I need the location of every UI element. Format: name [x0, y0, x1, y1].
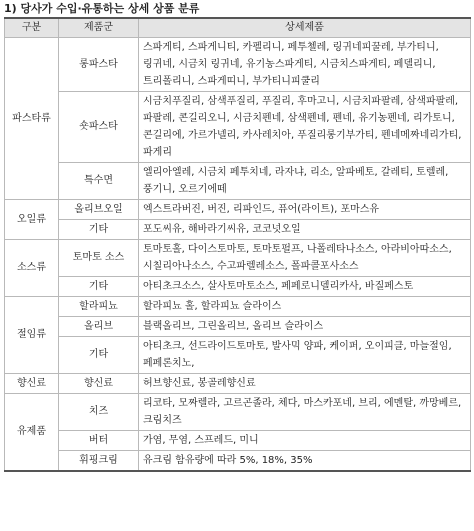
table-row: [5, 450, 471, 471]
header-detail-products: 상세제품: [139, 18, 471, 37]
table-row: [5, 336, 471, 373]
detail-products-cell: 블랙올리브, 그린올리브, 올리브 슬라이스: [139, 316, 471, 336]
category-cell: 소스류: [5, 239, 59, 296]
table-row: [5, 239, 471, 276]
table-row: [5, 373, 471, 393]
table-row: [5, 316, 471, 336]
product-group-cell: 치즈: [59, 393, 139, 430]
product-group-cell: 기타: [59, 336, 139, 373]
table-row: [5, 199, 471, 219]
table-row: [5, 430, 471, 450]
table-row: [5, 393, 471, 430]
product-group-cell: 기타: [59, 219, 139, 239]
product-group-cell: 숏파스타: [59, 91, 139, 162]
detail-products-cell: 아티초크소스, 살사토마토소스, 페페로니델리카사, 바질페스토: [139, 276, 471, 296]
detail-products-cell: 스파게티, 스파게니티, 카펠리니, 페투첼레, 링귀네피꿀레, 부가티니, 링귀네, 시금치 링귀네, 유기농스파게티, 시금치스파게티, 페델리니, 트리폴리니, 스파게띠니, 부가티니피쿨리: [139, 37, 471, 91]
product-group-cell: 특수면: [59, 162, 139, 199]
product-group-cell: 휘핑크림: [59, 450, 139, 471]
detail-products-cell: 엑스트라버진, 버진, 리파인드, 퓨어(라이트), 포마스유: [139, 199, 471, 219]
header-product-group: 제품군: [59, 18, 139, 37]
detail-products-cell: 토마토홀, 다이스토마토, 토마토펄프, 나폴레타나소스, 아라비아따소스, 시칠리아나소스, 수고파렐레소스, 폴파콜포사소스: [139, 239, 471, 276]
table-row: [5, 162, 471, 199]
table-row: [5, 37, 471, 91]
detail-products-cell: 할라피뇨 홀, 할라피뇨 슬라이스: [139, 296, 471, 316]
table-body: [5, 37, 471, 471]
product-group-cell: 올리브오일: [59, 199, 139, 219]
detail-products-cell: 유크림 함유량에 따라 5%, 18%, 35%: [139, 450, 471, 471]
category-cell: 절임류: [5, 296, 59, 373]
detail-products-cell: 리코타, 모짜렐라, 고르곤졸라, 체다, 마스카포네, 브리, 에멘탈, 까망베르, 크림치즈: [139, 393, 471, 430]
detail-products-cell: 아티초크, 선드라이드토마토, 발사믹 양파, 케이퍼, 오이피클, 마늘절임, 페페론치노,: [139, 336, 471, 373]
table-row: [5, 91, 471, 162]
product-group-cell: 올리브: [59, 316, 139, 336]
product-group-cell: 기타: [59, 276, 139, 296]
detail-products-cell: 시금치푸질리, 삼색푸질리, 푸질리, 후마고니, 시금치파팔레, 삼색파팔레, 파팔레, 콘길리오니, 시금치펜네, 삼색펜네, 펜네, 유기농펜네, 리가토니, 콘길리에, 가르가넬리, 카사레치아, 푸질리롱기부가티, 펜네메짜네리가티, 파게리: [139, 91, 471, 162]
category-cell: 유제품: [5, 393, 59, 471]
header-category: 구분: [5, 18, 59, 37]
table-row: [5, 296, 471, 316]
detail-products-cell: 포도씨유, 해바라기씨유, 코코넛오일: [139, 219, 471, 239]
category-cell: 향신료: [5, 373, 59, 393]
product-group-cell: 향신료: [59, 373, 139, 393]
detail-products-cell: 허브향신료, 봉골레향신료: [139, 373, 471, 393]
product-classification-table: [4, 17, 471, 472]
category-cell: 파스타류: [5, 37, 59, 199]
table-row: [5, 219, 471, 239]
table-row: [5, 276, 471, 296]
product-group-cell: 할라피뇨: [59, 296, 139, 316]
product-group-cell: 롱파스타: [59, 37, 139, 91]
document-title: 1) 당사가 수입·유통하는 상세 상품 분류: [4, 2, 200, 15]
product-group-cell: 버터: [59, 430, 139, 450]
table-header-row: [5, 18, 471, 37]
category-cell: 오일류: [5, 199, 59, 239]
detail-products-cell: 엘리아엘레, 시금치 페투치네, 라자냐, 리소, 알파베토, 갈레티, 토렐레, 풍기니, 오르기에떼: [139, 162, 471, 199]
product-group-cell: 토마토 소스: [59, 239, 139, 276]
detail-products-cell: 가염, 무염, 스프레드, 미니: [139, 430, 471, 450]
